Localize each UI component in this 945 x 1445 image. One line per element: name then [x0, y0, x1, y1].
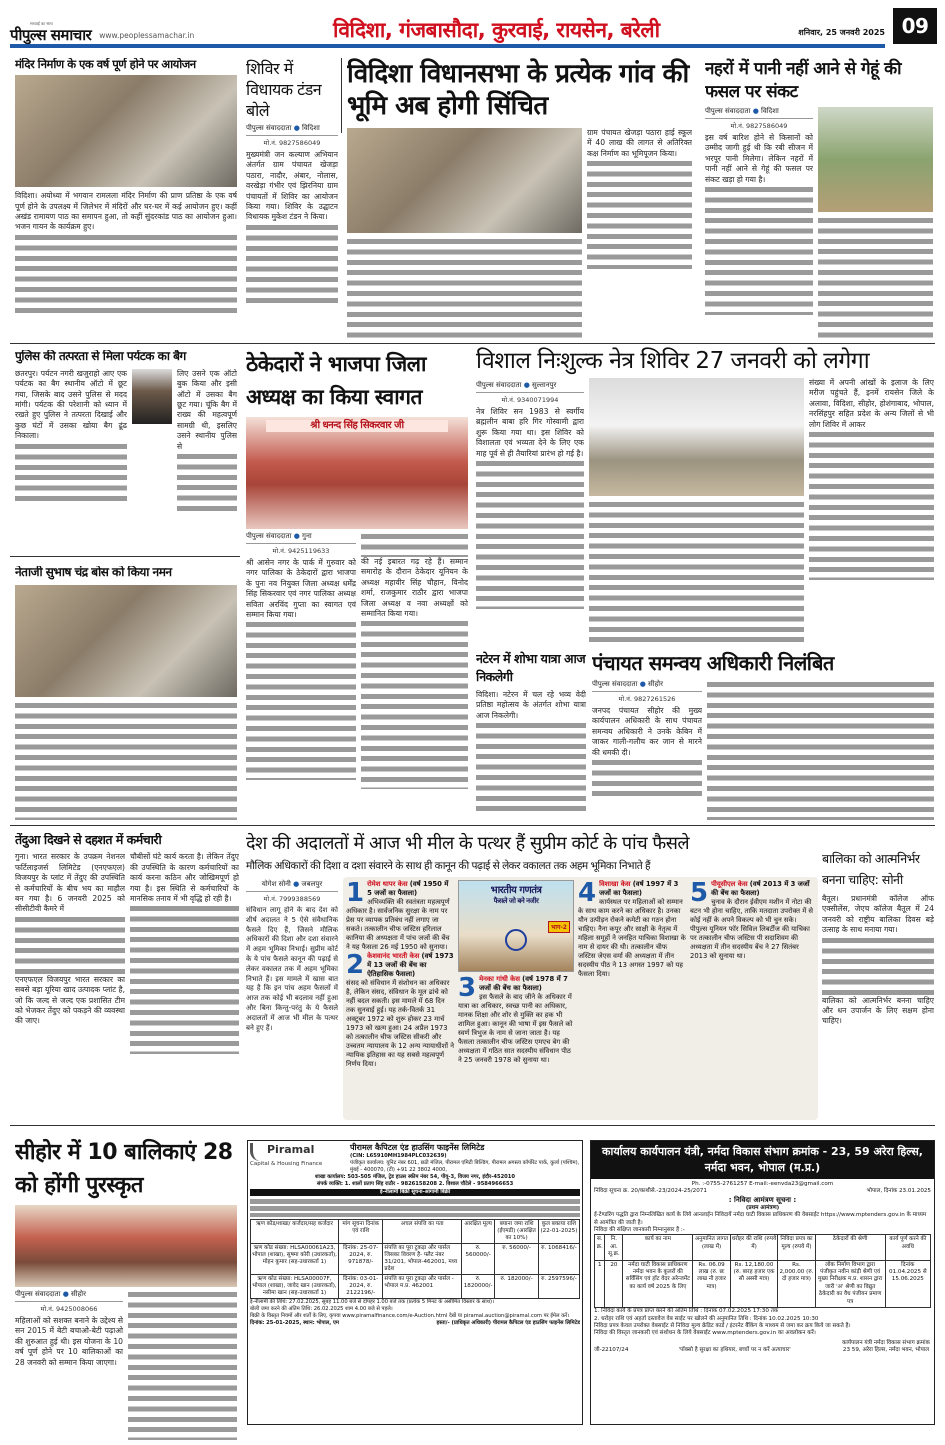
supreme-story — [246, 832, 818, 1120]
photo-eyecamp — [589, 378, 804, 496]
ad-narmada: कार्यालय कार्यपालन यंत्री, नर्मदा विकास संभाग क्रमांक - 23, 59 अरेरा हिल्स, नर्मदा भवन, भोपाल (म.प्र.) Ph. :-0755-2761257 E-mail:-eenvda23@gmail.com निविदा सूचना क्र. 20/काशीसे.-23/2024-25/2071 भोपाल, दिनांक 23.01.2025 : निविदा आमंत्रण सूचना : (प्रथम आमंत्रण) ई-टेण्डरिंग पद्धति द्वारा निम्नलिखित कार्य के लिये आनलाईन निविदायें नर्मदा घाटी विकास प्राधिकरण की वेबसाईट https://www.mptenders.gov.in के माध्यम से आमंत्रित की जाती है। निविदा की संक्षिप्त जानकारी निम्नानुसार है :- स. क्र. नि. आ. सू.क्र. कार्य का नाम अनुमानित लागत (लाख में) धरोहर की राशि (रुपये में) निविदा प्रपत्र का मूल्य (रुपये में) ठेकेदारों की श्रेणी कार्य पूर्ण करने की अवधि 1 20 नर्मदा घाटी विकास प्राधिकरण नर्मदा भवन के कूलरों की सर्विसिंग एवं हॉट वेदर अरेन्जमेंट का कार्य वर्ष 2025 के लिए Rs. 06.09 लाख (रु. छः लाख नौ हजार मात्र) Rs. 12,180.00 (रु. बारह हजार एक सौ अस्सी मात्र) Rs. 2,000.00 (रु. दो हजार मात्र) लोक निर्माण विभाग द्वारा पंजीकृत नवीन कांड़ी श्रेणी एवं मुख्य निरीक्षक म.प्र. शासन द्वारा जारी 'अ' श्रेणी का विद्युत ठेकेदारी का वैध पंजीयन प्रमाण पत्र दिनांक 01.04.2025 से 15.06.2025 1. निविदा कार्य के प्रपत्र प्राप्त करने की अंतिम तिथि : दिनांक 07.02.2025 17:30 तक 2. धरोहर राशि एवं अहर्ता दस्तावेज वेब साईट पर खोलने की अनुमानित तिथि : दिनांक 10.02.2025 10:30 निविदा प्रपत्र केवल उपरोक्त वेबसाईट से निविदा मूल्य क्रेडिट कार्ड / इंटरनेट बैंकिंग के माध्यम से जमा कर क्रय किये जा सकते है। निविदा की विस्तृत जानकारी एवं संशोधन के लिये वेबसाईट www.mptenders.gov.in का अवलोकन करें। जी-22107/24 'पॉक्सो है सुरक्षा का हथियार, बच्चों पर न करें अत्याचार' कार्यपालन यंत्री नर्मदा विकास संभाग क्रमांक 23 59, अरेरा हिल्स, नर्मदा भवन, भोपाल — [590, 1140, 935, 1425]
edition-title: विदिशा, गंजबासौदा, कुरवाई, रायसेन, बरेली — [332, 17, 660, 42]
mobile-panchayat: मो.नं. 9827261526 — [618, 695, 676, 703]
headline-girl: बालिका को आत्मनिर्भर बनना चाहिए: सोनी — [822, 851, 920, 887]
divider — [341, 58, 342, 133]
case-1: 1 रोमेश थापर केस (वर्ष 1950 में 5 जजों का फैसला) अभिव्यक्ति की स्वतंत्रता महत्वपूर्ण अधिकार है। सार्वजनिक सुरक्षा के नाम पर प्रेस पर व्यापक प्रतिबंध नहीं लगाए जा सकते। तत्कालीन चीफ जस्टिस हरिलाल कानिया की अध्यक्षता में पांच जजों की बेंच ने यह फैसला 26 मई 1950 को सुनाया। 2 केशवानंद भारती केस (वर्ष 1973 में 13 जजों की बेंच का ऐतिहासिक फैसला) संसद को संविधान में संशोधन का अधिकार है, लेकिन संसद, संविधान के मूल ढांचे को नहीं बदल सकती। इस मामले में 68 दिन तक सुनवाई हुई। यह तर्क-वितर्क 31 अक्टूबर 1972 को शुरू होकर 23 मार्च 1973 को खत्म हुआ। 24 अप्रैल 1973 को तत्कालीन चीफ जस्टिस सीकरी और उच्चतम न्यायालय के 12 अन्य न्यायाधीशों ने न्यायिक इतिहास का यह सबसे महत्वपूर्ण निर्णय दिया। — [346, 880, 454, 1068]
graphic-title: भारतीय गणतंत्र — [490, 885, 542, 896]
story-eyecamp-right: संख्या में अपनी आंखों के इलाज के लिए मरीज पहुंचते हैं, इनमें रायसेन जिले के अलावा, विदिशा, सीहोर, होशंगाबाद, भोपाल, नरसिंहपुर सहित प्रदेश के अन्य जिलों से भी लोग शिविर में आकर — [809, 378, 934, 644]
subhead-supreme: मौलिक अधिकारों की दिशा व दशा संवारने के साथ ही कानून की पढ़ाई से लेकर वकालत तक अहम भूमिका निभाते हैं — [246, 860, 651, 872]
masthead — [10, 4, 937, 44]
headline-netaji: नेताजी सुभाष चंद्र बोस को किया नमन — [15, 566, 172, 579]
headline-supreme: देश की अदालतों में आज भी मील के पत्थर हैं सुप्रीम कोर्ट के पांच फैसले — [246, 833, 690, 854]
byline-supreme: योगेश सोनी ● जबलपुर — [246, 880, 338, 892]
netaji-story — [15, 566, 237, 820]
story-sehore: महिलाओं को सशक्त बनाने के उद्देश्य से सन 2015 में बेटी बचाओ-बेटी पढ़ाओ की शुरुआत हुई थी। इस योजना के 10 वर्ष पूर्ण होने पर 10 बालिकाओं का 28 जनवरी को सम्मान किया जाएगा। — [15, 1316, 123, 1367]
photo-contractors — [246, 417, 468, 529]
table-row: ऋण कोड संख्या: HLSA00061A23, भोपाल (शाखा), सुषमा कोरी (उधारकर्ता), मोहन कुमार (सह-उधारकर्ता 1) दिनांक: 25-07-2024, रु. 971878/- संपत्ति का पूरा टुकड़ा और पार्सल जिसका विवरण है- फ्लैट नंबर 31/201, भोपाल-462001, मध्य प्रदेश रु. 560000/- रु. 56000/- रु. 1068416/- — [251, 1244, 580, 1275]
story-contractors-2: की नई इबारत गढ़ रहे हैं। सम्मान समारोह के दौरान ठेकेदार यूनियन के अध्यक्ष महावीर सिंह चौहान, विनोद शर्मा, राजकुमार राठौर द्वारा भाजपा जिला अध्यक्ष व नवा अध्यक्षों को सम्मानित किया गया। — [361, 529, 468, 822]
website-url: www.peoplessamachar.in — [99, 31, 195, 40]
headline-leopard: तेंदुआ दिखने से दहशत में कर्मचारी — [15, 833, 162, 847]
eyecamp-story — [476, 346, 934, 644]
ad-piramal: Piramal Capital & Housing Finance पीरामल कैपिटल एंड हाउसिंग फाइनेंस लिमिटेड (CIN: L65910MH1984PLC032639) पंजीकृत कार्यालय: यूनिट नंबर 601, छठी मंजिल, पीरामल एमिटी बिल्डिंग, पीरामल अगस्त्य कॉर्पोरेट पार्क, कुर्ला (पश्चिम), मुंबई - 400070, (टी) +91 22 3802 4000, शाखा कार्यालय: 503-505 मंजिल, ट्रेड हाउस स्कीम नंबर 54, पीयू-3, विजय नगर, इंदौर-452010 संपर्क व्यक्ति: 1. शालों प्रताप सिंह राठौर - 9826158208 2. विशाल चौटेले - 9584966653 ई-नीलामी बिक्री सूचना-आगामी बिक्री ऋण कोड/शाखा/ कर्जदार/सह कर्जदार मांग सूचना दिनांक एवं राशि अचल संपत्ति का पता आरक्षित मूल्य बयाना जमा राशि (ईएमडी) (आरक्षित का 10%) कुल बकाया राशि (22-01-2025) ऋण कोड संख्या: HLSA00061A23, भोपाल (शाखा), सुषमा कोरी (उधारकर्ता), मोहन कुमार (सह-उधारकर्ता 1) दिनांक: 25-07-2024, रु. 971878/- संपत्ति का पूरा टुकड़ा और पार्सल जिसका विवरण है- फ्लैट नंबर 31/201, भोपाल-462001, मध्य प्रदेश रु. 560000/- रु. 56000/- रु. 1068416/- ऋण कोड संख्या: HLSA00007F, भोपाल (शाखा), जावेद खान (उधारकर्ता), नसीमा खान (सह-उधारकर्ता 1) दिनांक: 03-01-2024, रु. 2122196/- संपत्ति का पूरा टुकड़ा और पार्सल - भोपाल म.प्र. 462001 रु. 1820000/- रु. 182000/- रु. 2597596/- ई-नीलामी की तिथि: 27.02.2025, सुबह 11.00 बजे से दोपहर 1.00 बजे तक (प्रत्येक 5 मिनट के असीमित विस्तार के साथ)। बोली जमा करने की अंतिम तिथि: 26.02.2025 शाम 4.00 बजे से पहले। बिक्री के विस्तृत नियमों और शर्तों के लिए, कृपया www.piramalfinance.com/e-Auction.html देखें या piramal.auction@piramal.com पर ईमेल करें। दिनांक: 25-01-2025, स्थान: भोपाल, एम हस्ता/- (प्राधिकृत अधिकारी) पीरामल कैपिटल एंड हाउसिंग फाइनेंस लिमिटेड — [247, 1140, 583, 1425]
story-panchayat: जनपद पंचायत सीहोर की मुख्य कार्यपालन अधिकारी के साथ पंचायत समन्वय अधिकारी ने उनके केबिन में जाकर गाली-गलौच कर जान से मारने की धमकी दी। — [592, 706, 702, 820]
kicker-tandon: शिविर में विधायक टंडन बोले — [246, 59, 322, 120]
canal-story — [705, 58, 933, 338]
piramal-brand: Piramal — [267, 1143, 315, 1156]
story-contractors: श्री आसेन नगर के पार्क में गुरुवार को नगर पालिका के ठेकेदारों द्वारा भाजपा के पुनः नव नियुक्त जिला अध्यक्ष धर्मेंद्र सिंह सिकरवार एवं नगर पालिका अध्यक्ष सविता अरविंद गुप्ता का स्वागत एवं सम्मान किया गया। — [246, 558, 356, 822]
story-police: छतरपुर। पर्यटन नगरी खजुराहो आए एक पर्यटक का बैग स्थानीय ऑटो में छूट गया, जिसके बाद उसने पुलिस से मदद मांगी। पर्यटक की परेशानी को ध्यान में रखते हुए पुलिस ने तत्परता दिखाई और कुछ घंटों में उसका खोया बैग ढूंढ निकाला। — [15, 369, 127, 550]
story-temple: विदिशा। अयोध्या में भगवान रामलला मंदिर निर्माण की प्राण प्रतिष्ठा के एक वर्ष पूर्ण होने के उपलक्ष्य में जिलेभर में मंदिरों और घर-घर में कई आयोजन हुए। कहीं अखंड रामायण पाठ का समापन हुआ, तो कहीं सुंदरकांड पाठ का आयोजन हुआ। भजन गायन के कार्यक्रम हुए। — [15, 191, 237, 340]
graphic-part: भाग-2 — [548, 921, 570, 933]
photo-sehore — [15, 1205, 237, 1287]
leopard-story — [15, 833, 239, 1118]
headline-panchayat: पंचायत समन्वय अधिकारी निलंबित — [592, 651, 834, 675]
headline-tandon: विदिशा विधानसभा के प्रत्येक गांव की भूमि अब होगी सिंचित — [347, 59, 689, 121]
piramal-logo-icon — [250, 1143, 264, 1161]
story-tandon-cols — [347, 237, 582, 338]
tandon-left — [246, 58, 338, 338]
graphic-republic — [458, 880, 574, 972]
headline-canal: नहरों में पानी नहीं आने से गेहूं की फसल पर संकट — [705, 59, 902, 102]
photo-canal — [818, 107, 933, 212]
page-number: 09 — [893, 8, 937, 44]
narmada-table: स. क्र. नि. आ. सू.क्र. कार्य का नाम अनुमानित लागत (लाख में) धरोहर की राशि (रुपये में) निविदा प्रपत्र का मूल्य (रुपये में) ठेकेदारों की श्रेणी कार्य पूर्ण करने की अवधि 1 20 नर्मदा घाटी विकास प्राधिकरण नर्मदा भवन के कूलरों की सर्विसिंग एवं हॉट वेदर अरेन्जमेंट का कार्य वर्ष 2025 के लिए Rs. 06.09 लाख (रु. छः लाख नौ हजार मात्र) Rs. 12,180.00 (रु. बारह हजार एक सौ अस्सी मात्र) Rs. 2,000.00 (रु. दो हजार मात्र) लोक निर्माण विभाग द्वारा पंजीकृत नवीन कांड़ी श्रेणी एवं मुख्य निरीक्षक म.प्र. शासन द्वारा जारी 'अ' श्रेणी का विद्युत ठेकेदारी का वैध पंजीयन प्रमाण पत्र दिनांक 01.04.2025 से 15.06.2025 — [594, 1234, 931, 1308]
headline-natoran: नटेरन में शोभा यात्रा आज निकलेगी — [476, 651, 586, 684]
mobile-supreme: मो.नं. 7999388569 — [263, 895, 321, 903]
logo: पीपुल्स समाचार — [10, 25, 92, 44]
table-row: 1 20 नर्मदा घाटी विकास प्राधिकरण नर्मदा भवन के कूलरों की सर्विसिंग एवं हॉट वेदर अरेन्जमेंट का कार्य वर्ष 2025 के लिए Rs. 06.09 लाख (रु. छः लाख नौ हजार मात्र) Rs. 12,180.00 (रु. बारह हजार एक सौ अस्सी मात्र) Rs. 2,000.00 (रु. दो हजार मात्र) लोक निर्माण विभाग द्वारा पंजीकृत नवीन कांड़ी श्रेणी एवं मुख्य निरीक्षक म.प्र. शासन द्वारा जारी 'अ' श्रेणी का विद्युत ठेकेदारी का वैध पंजीयन प्रमाण पत्र दिनांक 01.04.2025 से 15.06.2025 — [595, 1260, 931, 1307]
banner-text: श्री धनन्द सिंह सिकरवार जी — [266, 420, 448, 432]
story-canal-2 — [818, 216, 933, 338]
photo-tourist — [132, 369, 172, 424]
story-panchayat-cols — [707, 680, 934, 820]
story-netaji — [15, 701, 237, 820]
byline-contractors: पीपुल्स संवाददाता ● गुना — [246, 532, 356, 544]
contractors-story — [246, 348, 468, 822]
headline-contractors: ठेकेदारों ने भाजपा जिला अध्यक्ष का किया स्वागत — [246, 352, 426, 409]
story-leopard: गुना। भारत सरकार के उपक्रम नेशनल फर्टिलाइजर्स लिमिटेड (एनएफएल) विजयपुर के प्लांट में तेंदुए की उपस्थिति से कर्मचारियों के बीच भय का माहौल बन गया है। 6 जनवरी 2025 को सीसीटीवी कैमरे में एनएफएल विजयपुर भारत सरकार का सबसे बड़ा यूरिया खाद उत्पादक प्लांट है, जो कि जल्द से जल्द एक प्रशासित टीम को भेजकर तेंदुए को पकड़ने की व्यवस्था की जाए। — [15, 852, 125, 1026]
divider — [10, 825, 935, 826]
police-story — [15, 350, 237, 550]
headline-temple: मंदिर निर्माण के एक वर्ष पूर्ण होने पर आयोजन — [15, 58, 196, 71]
mobile-sehore: मो.नं. 9425008066 — [40, 1305, 98, 1313]
table-row: ऋण कोड संख्या: HLSA00007F, भोपाल (शाखा), जावेद खान (उधारकर्ता), नसीमा खान (सह-उधारकर्ता 1) दिनांक: 03-01-2024, रु. 2122196/- संपत्ति का पूरा टुकड़ा और पार्सल - भोपाल म.प्र. 462001 रु. 1820000/- रु. 182000/- रु. 2597596/- — [251, 1275, 580, 1299]
divider — [10, 1125, 935, 1126]
mobile-canal: मो.नं. 9827586049 — [730, 122, 788, 130]
ashoka-chakra-icon — [505, 929, 527, 951]
mobile-eyecamp: मो.नं. 9340071994 — [501, 396, 559, 404]
story-canal: इस वर्ष बारिश होने से किसानों को उम्मीद जागी हुई थी कि रबी सीजन में भरपूर पानी मिलेगा। लेकिन नहरों में पानी नहीं आने से गेहूं की फसल पर संकट खड़ा हो गया है। — [705, 133, 813, 338]
story-eyecamp: नेत्र शिविर सन 1983 से स्वर्गीय ब्रह्मलीन बाबा हरि गिर गोस्वामी द्वारा शुरू किया गया था। इस शिविर को विशालता एवं भव्यता देने के लिए एक माह पूर्व से ही तैयारियां प्रारंभ हो गई है। — [476, 407, 584, 644]
case-5: 5 पीयूसीएल केस (वर्ष 2013 में 3 जजों की बेंच का फैसला) चुनाव के दौरान ईवीएम मशीन में नोटा की बटन भी होना चाहिए, ताकि मतदाता उपरोक्त में से कोई नहीं के अपने विकल्प को भी चुन सके। पीपुल्स यूनियन फॉर सिविल लिबर्टीज की याचिका पर तत्कालीन चीफ जस्टिस पी सदाशिवम की अध्यक्षता में तीन सदस्यीय बेंच ने 27 सितंबर 2013 को सुनाया था। — [690, 880, 814, 960]
case-3: 3 मेनका गांधी केस (वर्ष 1978 में 7 जजों की बेंच का फैसला) इस फैसले के बाद जीने के अधिकार में यात्रा का अधिकार, स्वच्छ पानी का अधिकार, मानक शिक्षा और शोर से मुक्ति का हक भी शामिल हुआ। कानून की भाषा में इस फैसले को स्वर्ण त्रिभुज के नाम से जाना जाता है। यह फैसला तत्कालीन चीफ जस्टिस एमएच बेग की अध्यक्षता में गठित सात सदस्यीय संविधान पीठ ने 25 जनवरी 1978 को सुनाया था। — [458, 975, 573, 1064]
temple-story — [15, 58, 237, 340]
photo-temple — [15, 75, 237, 187]
masthead-rule — [10, 44, 885, 48]
byline-sehore: पीपुल्स संवाददाता ● सीहोर — [15, 1290, 123, 1302]
graphic-subtitle: फैसले जो बने नजीर — [493, 896, 539, 905]
story-police-2: लिए उसने एक ऑटो बुक किया और इसी ऑटो में उसका बैग छूट गया। चूंकि बैग में राख्य की महत्वपूर्ण सामग्री थी, इसलिए उसने स्थानीय पुलिस से — [177, 369, 237, 550]
supreme-intro: संविधान लागू होने के बाद देश को शीर्ष अदालत ने 5 ऐसे संवैधानिक फैसले दिए हैं, जिसने मौलिक अधिकारों की दिशा और दशा संवारने में अहम भूमिका निभाई। सुप्रीम कोर्ट के ये पांच फैसले कानून की पढ़ाई से लेकर वकालत तक में अहम भूमिका निभाते हैं। इस मामले में खास बात यह है कि इन पांच अहम फैसलों में आज तक कोई भी बदलाव नहीं हुआ और बिना किन्तु-परंतु के ये फैसले अदालतों में आज भी मील के पत्थर बने हुए हैं। — [246, 906, 338, 1032]
story-eyecamp-cols — [589, 500, 804, 644]
tagline: सच्चाई का साथ — [30, 20, 53, 26]
story-sehore-2 — [128, 1290, 237, 1440]
panchayat-story — [592, 650, 934, 820]
headline-police: पुलिस की तत्परता से मिला पर्यटक का बैग — [15, 350, 186, 363]
byline-panchayat: पीपुल्स संवाददाता ● सीहोर — [592, 680, 702, 692]
mobile-tandon: मो.नं. 9827586049 — [263, 139, 321, 147]
supreme-panel — [343, 877, 818, 1120]
date: शनिवार, 25 जनवरी 2025 — [798, 28, 885, 37]
photo-tandon — [347, 128, 582, 233]
headline-sehore: सीहोर में 10 बालिकाएं 28 को होंगी पुरस्कृत — [15, 1140, 233, 1198]
story-tandon-right: ग्राम पंचायत खेजड़ा पठारा हाई स्कूल में 40 लाख की लागत से अतिरिक्त कक्ष निर्माण का भूमिपूजन किया। — [587, 128, 692, 338]
story-tandon: मुख्यमंत्री जन कल्याण अभियान अंतर्गत ग्राम पंचायत खेजड़ा पठारा, नादौर, अंबार, नोलास, वरखेड़ा गंभीर एवं झिरनिया ग्राम पंचायतों में शिविर का आयोजन किया गया। शिविर के उद्घाटन विधायक मुकेश टंडन ने किया। — [246, 150, 338, 338]
mobile-contractors: मो.नं. 9425119633 — [272, 547, 330, 555]
girl-story — [822, 848, 934, 1118]
natoran-story — [476, 650, 586, 820]
story-girl: बैतूल। प्रधानमंत्री कॉलेज ऑफ एक्सीलेंस, जेएच कॉलेज बैतूल में 24 जनवरी को राष्ट्रीय बालिका दिवस बड़े उत्साह के साथ मनाया गया। बालिका को आत्मनिर्भर बनना चाहिए और धन उपार्जन के लिए सक्षम होना चाहिए। — [822, 894, 934, 1026]
headline-eyecamp: विशाल निःशुल्क नेत्र शिविर 27 जनवरी को लगेगा — [476, 348, 870, 374]
byline-eyecamp: पीपुल्स संवाददाता ● सुल्तानपुर — [476, 381, 584, 393]
piramal-table: ऋण कोड/शाखा/ कर्जदार/सह कर्जदार मांग सूचना दिनांक एवं राशि अचल संपत्ति का पता आरक्षित मूल्य बयाना जमा राशि (ईएमडी) (आरक्षित का 10%) कुल बकाया राशि (22-01-2025) ऋण कोड संख्या: HLSA00061A23, भोपाल (शाखा), सुषमा कोरी (उधारकर्ता), मोहन कुमार (सह-उधारकर्ता 1) दिनांक: 25-07-2024, रु. 971878/- संपत्ति का पूरा टुकड़ा और पार्सल जिसका विवरण है- फ्लैट नंबर 31/201, भोपाल-462001, मध्य प्रदेश रु. 560000/- रु. 56000/- रु. 1068416/- ऋण कोड संख्या: HLSA00007F, भोपाल (शाखा), जावेद खान (उधारकर्ता), नसीमा खान (सह-उधारकर्ता 1) दिनांक: 03-01-2024, रु. 2122196/- संपत्ति का पूरा टुकड़ा और पार्सल - भोपाल म.प्र. 462001 रु. 1820000/- रु. 182000/- रु. 2597596/- — [250, 1219, 580, 1299]
photo-netaji — [15, 585, 237, 697]
case-4: 4 विशाखा केस (वर्ष 1997 में 3 जजों का फैसला) कार्यस्थल पर महिलाओं को सम्मान के साथ काम करने का अधिकार है। उनका यौन उत्पीड़न रोकने कमेटी का गठन होना चाहिए। नैना कपूर और साक्षी के नेतृत्व में महिला समूहों ने जनहित याचिका विशाखा के नाम से दायर की थी। तत्कालीन चीफ जस्टिस जेएस वर्मा की अध्यक्षता में तीन सदस्यीय पीठ ने 13 अगस्त 1997 को यह फैसला दिया। — [578, 880, 686, 978]
story-natoran: विदिशा। नटेरन में चल रहे भव्य वेदी प्रतिष्ठा महोत्सव के अंतर्गत शोभा यात्रा आज निकलेगी। — [476, 690, 586, 820]
byline-tandon: पीपुल्स संवाददाता ● विदिशा — [246, 124, 338, 136]
tandon-main — [347, 58, 692, 338]
divider — [10, 343, 935, 344]
byline-canal: पीपुल्स संवाददाता ● विदिशा — [705, 107, 813, 119]
story-leopard-2: चौबीसों घंटे कार्य करता है। लेकिन तेंदुए की उपस्थिति के कारण कर्मचारियों का कार्य करना कठिन और जोखिमपूर्ण हो गया है। इस स्थिति से कर्मचारियों के मानसिक तनाव में भी वृद्धि हो रही है। — [130, 852, 239, 1118]
sehore-story — [15, 1136, 237, 1440]
divider — [10, 556, 240, 557]
